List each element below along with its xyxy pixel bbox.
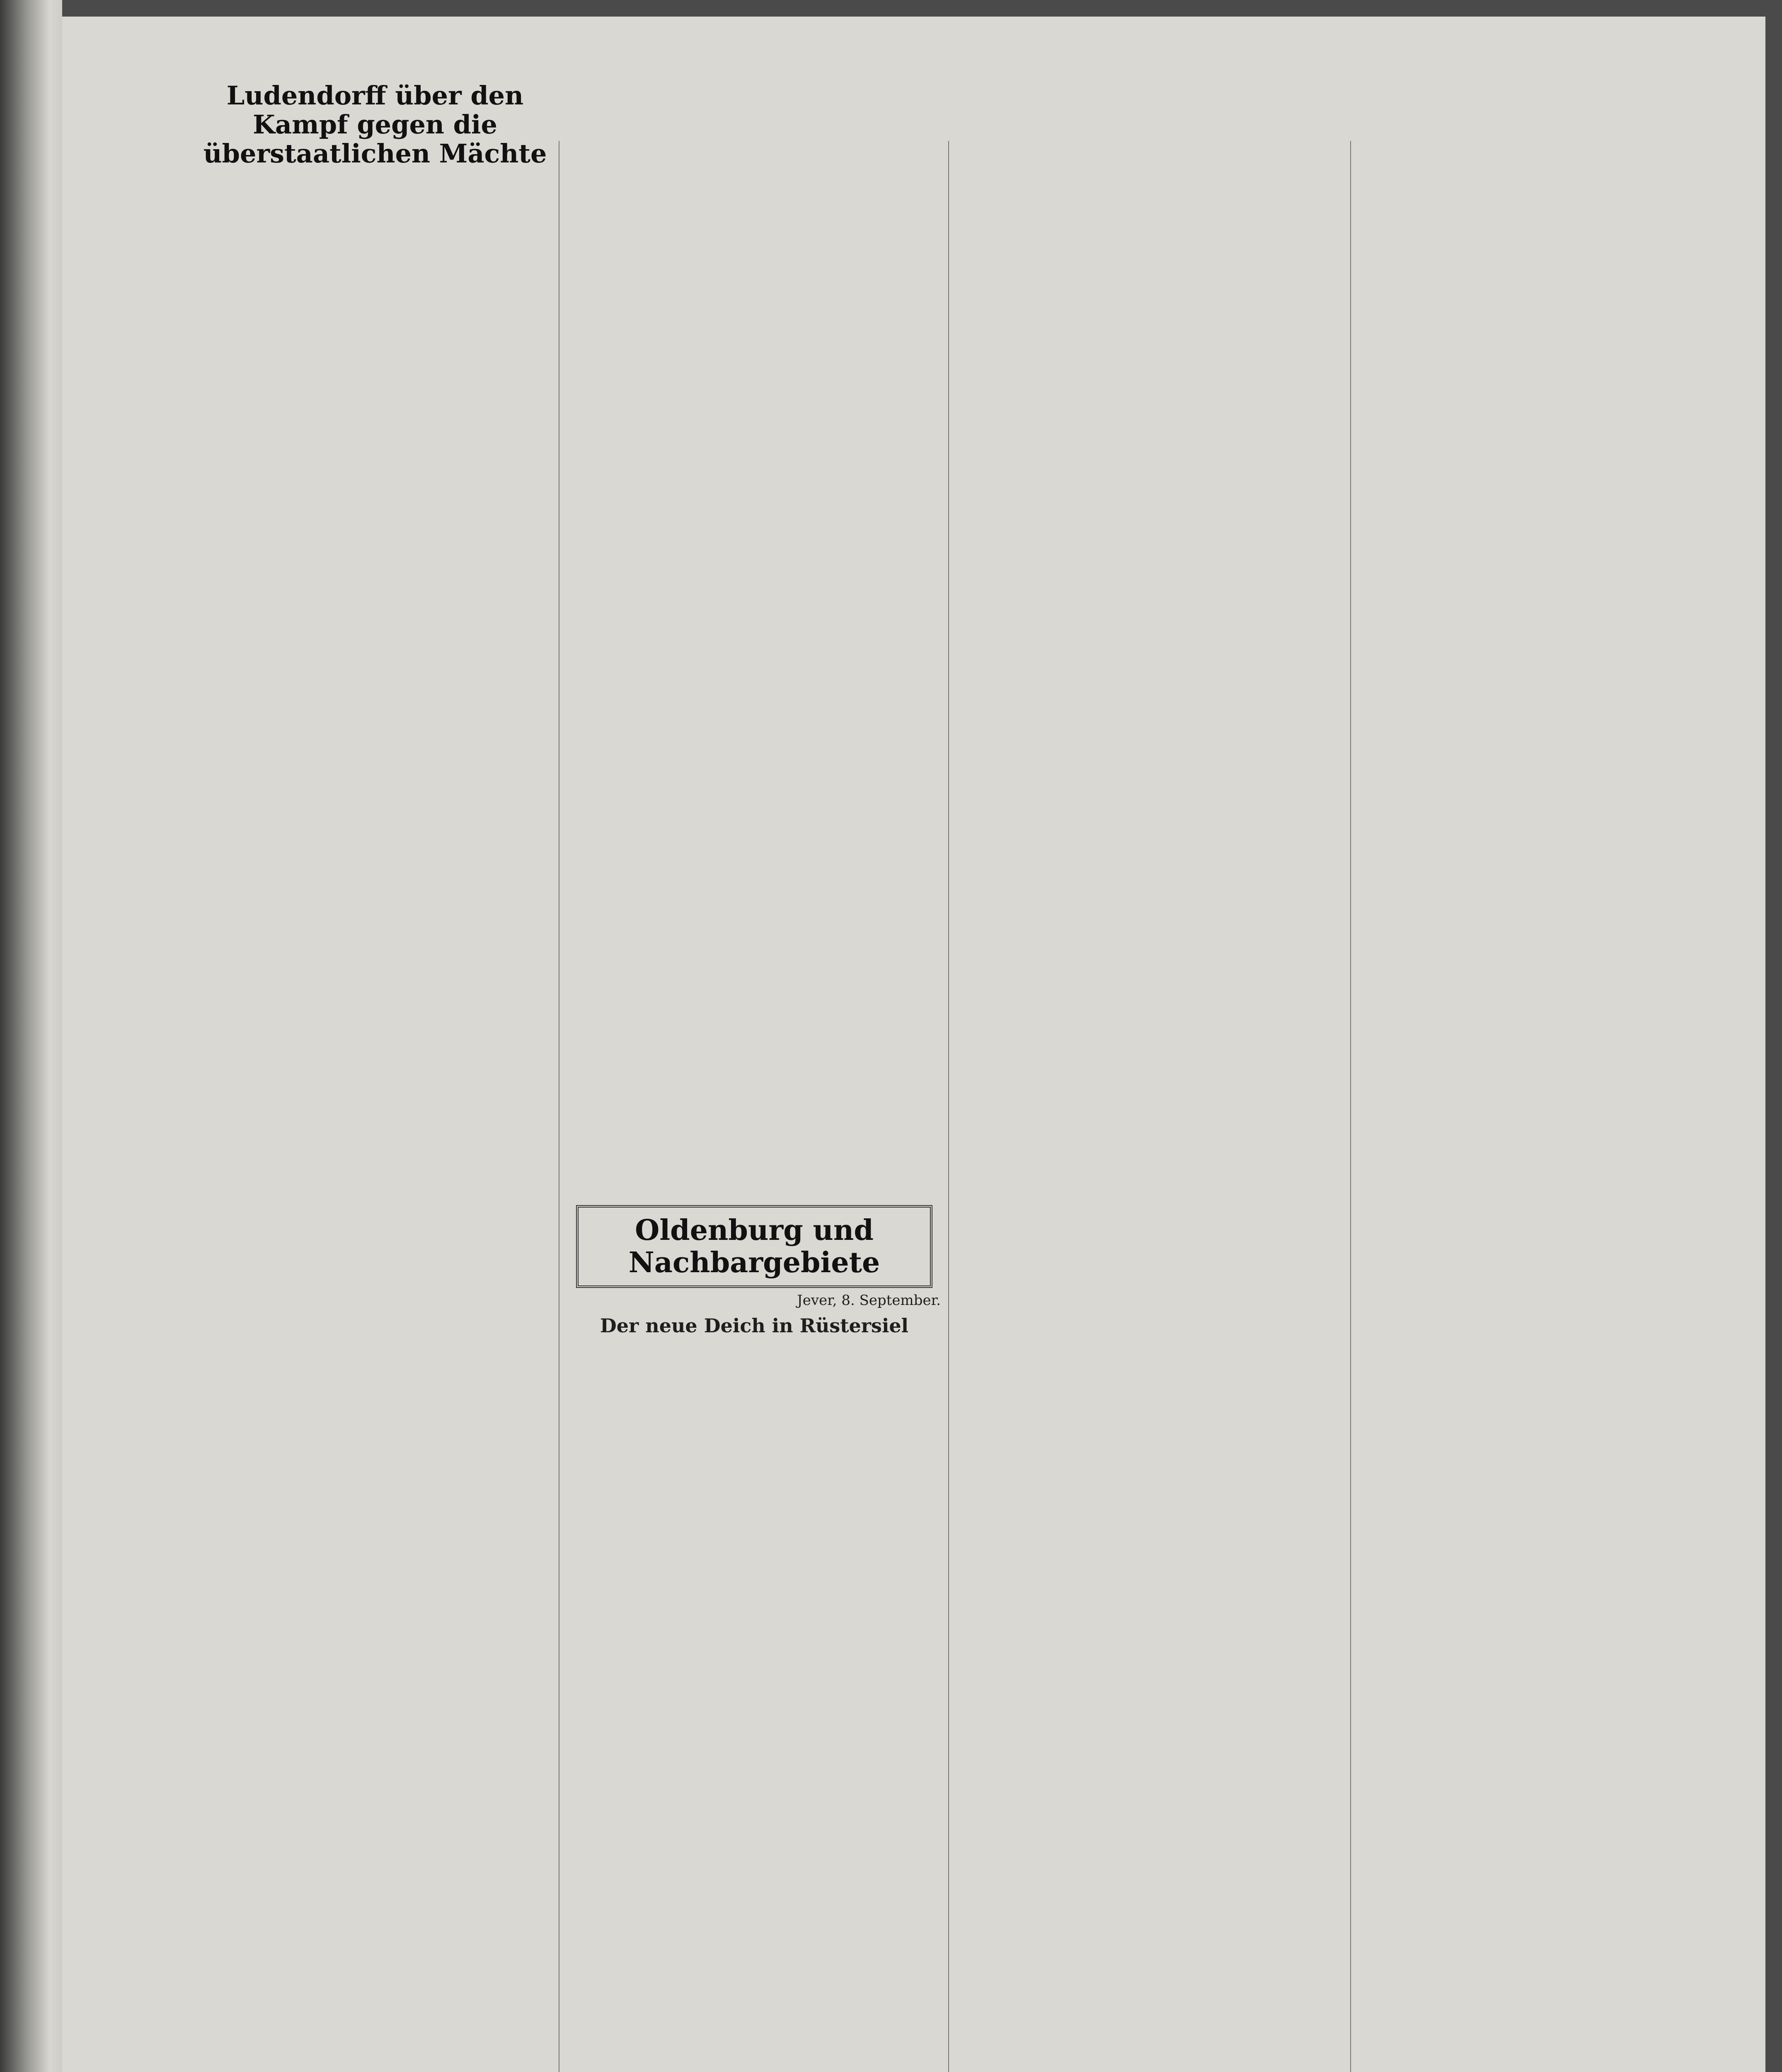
column-1	[199, 79, 551, 2072]
article-headline: Der neue Deich in Rüstersiel	[600, 1314, 909, 1337]
article-body	[568, 1341, 941, 1556]
newspaper-page	[62, 17, 1765, 2072]
book-spine	[0, 0, 62, 2072]
regional-section-banner	[576, 1205, 932, 1288]
article-body	[568, 825, 941, 1198]
article-body	[568, 452, 941, 825]
article-dateline: Jever, 8. September.	[797, 1292, 941, 1309]
article-body	[568, 79, 941, 452]
column-rule	[1350, 141, 1351, 2072]
article-body	[1359, 79, 1716, 452]
article-headline: Ludendorff über den Kampf gegen die überstaatlichen Mächte	[203, 80, 547, 169]
column-4	[1359, 79, 1716, 2072]
article-body	[199, 176, 551, 549]
column-rule	[948, 141, 949, 2072]
regional-section-title: Oldenburg und Nachbargebiete	[628, 1214, 880, 1279]
column-2	[568, 79, 941, 2072]
column-3	[957, 79, 1343, 2072]
article-body	[957, 79, 1343, 452]
